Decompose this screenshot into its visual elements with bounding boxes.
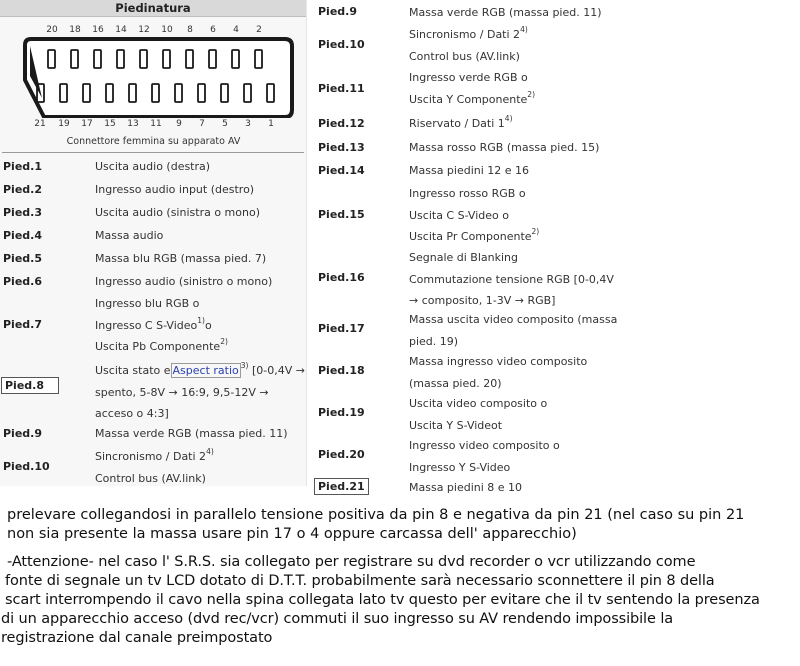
pin-number: 4 bbox=[233, 25, 239, 35]
pin-label: Pied.9 bbox=[3, 427, 42, 440]
pin-number: 7 bbox=[199, 119, 205, 129]
pin-label: Pied.7 bbox=[3, 318, 42, 331]
pin-number: 19 bbox=[58, 119, 70, 129]
pin-number: 1 bbox=[268, 119, 274, 129]
pin-label: Pied.17 bbox=[318, 322, 365, 335]
pin-label: Pied.15 bbox=[318, 208, 365, 221]
pin-number: 13 bbox=[127, 119, 139, 129]
pin-label: Pied.6 bbox=[3, 275, 42, 288]
pin-number: 8 bbox=[187, 25, 193, 35]
pin-description: Uscita video composito o Uscita Y S-Videot bbox=[409, 397, 548, 432]
pin-description: Segnale di Blanking Commutazione tensione RGB [0-0,4V → composito, 1-3V → RGB] bbox=[409, 251, 614, 307]
pin-number: 3 bbox=[245, 119, 251, 129]
pin-label: Pied.10 bbox=[3, 460, 50, 473]
pinout-table-left bbox=[0, 0, 307, 486]
pin-label: Pied.12 bbox=[318, 117, 365, 130]
pin-number: 6 bbox=[210, 25, 216, 35]
pin-description: Massa piedini 8 e 10 bbox=[409, 481, 523, 494]
pin-number: 9 bbox=[176, 119, 182, 129]
pin-description: Massa blu RGB (massa pied. 7) bbox=[95, 252, 267, 265]
pin-number: 17 bbox=[81, 119, 93, 129]
pin-number: 21 bbox=[34, 119, 46, 129]
pin-description: Uscita audio (sinistra o mono) bbox=[95, 206, 260, 219]
pin-description: Massa verde RGB (massa pied. 11) bbox=[409, 6, 602, 19]
pin-description: Massa rosso RGB (massa pied. 15) bbox=[409, 141, 600, 154]
aspect-ratio-link[interactable]: Aspect ratio bbox=[172, 364, 239, 377]
pin-description: Massa audio bbox=[95, 229, 164, 242]
note-power-pins: prelevare collegandosi in parallelo tensione positiva da pin 8 e negativa da pin 21 (nel caso su pin 21 non sia presente la massa usare pin 17 o 4 oppure carcassa dell' apparecchio) bbox=[7, 507, 745, 542]
pin-label: Pied.2 bbox=[3, 183, 42, 196]
pin-description: Ingresso verde RGB o Uscita Y Componente$^{2)}$ bbox=[409, 71, 535, 106]
pin-description: Massa verde RGB (massa pied. 11) bbox=[95, 427, 288, 440]
pin-description: Sincronismo / Dati 2$^{4)}$ Control bus (AV.link) bbox=[409, 25, 528, 63]
pin-description: Ingresso rosso RGB o Uscita C S-Video o Uscita Pr Componente$^{2)}$ bbox=[409, 187, 540, 243]
pin-number: 15 bbox=[104, 119, 116, 129]
pin-description: Massa ingresso video composito (massa pied. 20) bbox=[409, 355, 588, 390]
connector-bottom-numbers bbox=[0, 119, 307, 133]
scart-socket-outline bbox=[0, 18, 307, 118]
pin-label: Pied.18 bbox=[318, 364, 365, 377]
pin-description: Massa piedini 12 e 16 bbox=[409, 164, 530, 177]
pin-number: 20 bbox=[46, 25, 58, 35]
pin-number: 18 bbox=[69, 25, 81, 35]
note-warning: -Attenzione- nel caso l' S.R.S. sia collegato per registrare su dvd recorder o vcr utilizzando come fonte di segnale un tv LCD dotato di D.T.T. probabilmente sarà necessario sconnettere il pin 8 della scart interrompendo il cavo nella spina collegata lato tv questo per evitare che il tv sentendo la presenza di un apparecchio acceso (dvd rec/vcr) commuti il suo ingresso su AV rendendo impossibile la registrazione dal canale preimpostato bbox=[1, 554, 760, 646]
pin-number: 10 bbox=[161, 25, 173, 35]
pin-label: Pied.8 bbox=[1, 377, 59, 394]
pin-label: Pied.3 bbox=[3, 206, 42, 219]
pin-description: Riservato / Dati 1$^{4)}$ bbox=[409, 114, 513, 130]
pin-number: 11 bbox=[150, 119, 162, 129]
pin-number: 16 bbox=[92, 25, 104, 35]
pin-number: 2 bbox=[256, 25, 262, 35]
pin-description: Ingresso audio (sinistro o mono) bbox=[95, 275, 273, 288]
pin-description: Uscita audio (destra) bbox=[95, 160, 211, 173]
pin-label: Pied.16 bbox=[318, 271, 365, 284]
pin-label: Pied.10 bbox=[318, 38, 365, 51]
pin-description: Uscita stato e Aspect ratio $^{3)}$ [0-0,4V → spento, 5-8V → 16:9, 9,5-12V → acceso o 4:3] bbox=[95, 361, 305, 420]
pin-description: Ingresso audio input (destro) bbox=[95, 183, 255, 196]
pin-label: Pied.19 bbox=[318, 406, 365, 419]
pin-number: 12 bbox=[138, 25, 150, 35]
pin-label: Pied.14 bbox=[318, 164, 365, 177]
pin-description: Sincronismo / Dati 2$^{4)}$ Control bus (AV.link) bbox=[95, 447, 214, 485]
pin-description: Ingresso video composito o Ingresso Y S-Video bbox=[409, 439, 560, 474]
pin-label: Pied.11 bbox=[318, 82, 365, 95]
pin-description: Ingresso blu RGB o Ingresso C S-Video$^{1)}$o Uscita Pb Componente$^{2)}$ bbox=[95, 297, 228, 353]
pin-description: Massa uscita video composito (massa pied. 19) bbox=[409, 313, 618, 348]
pinout-table-right bbox=[309, 0, 629, 500]
pin-label: Pied.13 bbox=[318, 141, 365, 154]
pin-label: Pied.9 bbox=[318, 5, 357, 18]
pin-label: Pied.1 bbox=[3, 160, 42, 173]
connector-caption: Connettore femmina su apparato AV bbox=[66, 136, 241, 147]
table-header: Piedinatura bbox=[0, 0, 306, 17]
pin-label: Pied.20 bbox=[318, 448, 365, 461]
pin-number: 5 bbox=[222, 119, 228, 129]
pin-label: Pied.4 bbox=[3, 229, 42, 242]
pin-label: Pied.21 bbox=[314, 478, 369, 495]
pin-number: 14 bbox=[115, 25, 127, 35]
divider bbox=[2, 152, 304, 153]
pin-label: Pied.5 bbox=[3, 252, 42, 265]
scart-connector-diagram bbox=[0, 18, 307, 154]
